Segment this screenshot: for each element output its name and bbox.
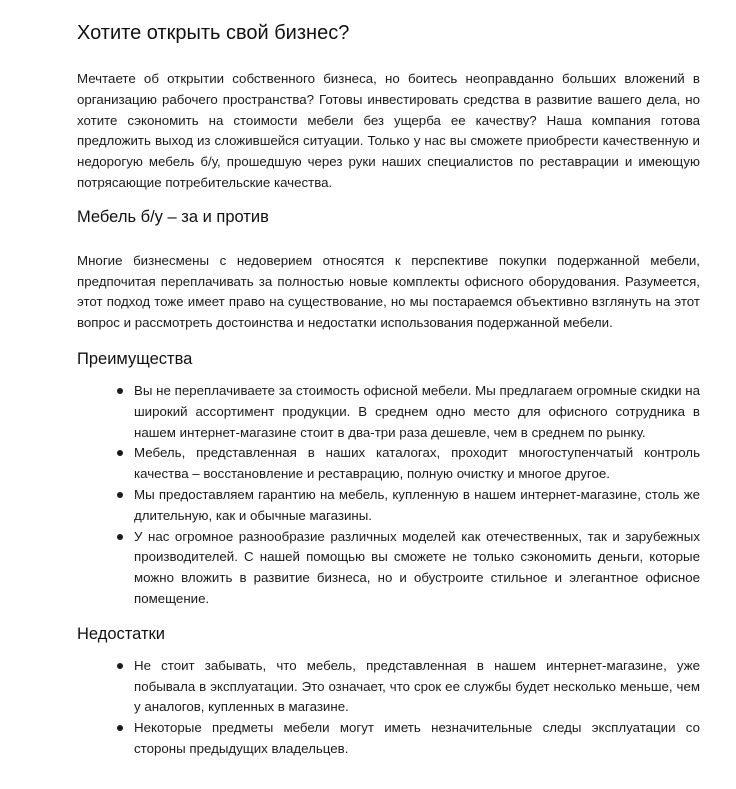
list-item-text: Некоторые предметы мебели могут иметь незначительные следы эксплуатации со стороны предыдущих владельцев. (134, 720, 700, 756)
list-item (77, 381, 700, 443)
list-item-text: У нас огромное разнообразие различных моделей как отечественных, так и зарубежных производителей. С нашей помощью вы сможете не только сэкономить деньги, которые можно вложить в развитие бизнеса, но и обустроите стильное и элегантное офисное помещение. (134, 528, 700, 606)
bullet-icon (117, 663, 123, 669)
page-title: Хотите открыть свой бизнес? (77, 22, 350, 44)
pros-cons-heading: Мебель б/у – за и против (77, 207, 269, 226)
list-item (77, 527, 700, 610)
disadvantages-list (77, 656, 700, 760)
list-item-text: Мы предоставляем гарантию на мебель, купленную в нашем интернет-магазине, столь же длительную, как и обычные магазины. (134, 486, 700, 523)
list-item (77, 443, 700, 485)
bullet-icon (117, 450, 123, 456)
list-item-text: Вы не переплачиваете за стоимость офисной мебели. Мы предлагаем огромные скидки на широкий ассортимент продукции. В среднем одно место для офисного сотрудника в нашем интернет-магазине стоит в два-три раза дешевле, чем в среднем по рынку. (134, 382, 700, 440)
intro-paragraph: Мечтаете об открытии собственного бизнеса, но боитесь неоправданно больших вложений в организацию рабочего пространства? Готовы инвестировать средства в развитие вашего дела, но хотите сэкономить на стоимости мебели без ущерба ее качеству? Наша компания готова предложить выход из сложившейся ситуации. Только у нас вы сможете приобрести качественную и недорогую мебель б/у, прошедшую через руки наших специалистов по реставрации и имеющую потрясающие потребительские качества. (77, 71, 700, 190)
disadvantages-heading: Недостатки (77, 624, 165, 643)
advantages-heading: Преимущества (77, 349, 193, 368)
list-item (77, 718, 700, 760)
list-item (77, 656, 700, 718)
advantages-list (77, 381, 700, 610)
list-item-text: Мебель, представленная в наших каталогах, проходит многоступенчатый контроль качества – восстановление и реставрацию, полную очистку и многое другое. (134, 445, 700, 482)
pros-cons-paragraph: Многие бизнесмены с недоверием относятся к перспективе покупки подержанной мебели, предпочитая переплачивать за полностью новые комплекты офисного оборудования. Разумеется, этот подход тоже имеет право на существование, но мы постараемся объективно взглянуть на этот вопрос и рассмотреть достоинства и недостатки использования подержанной мебели. (77, 252, 700, 331)
bullet-icon (117, 388, 123, 394)
document-page (77, 0, 700, 760)
list-item (77, 485, 700, 527)
bullet-icon (117, 534, 123, 540)
list-item-text: Не стоит забывать, что мебель, представленная в нашем интернет-магазине, уже побывала в эксплуатации. Это означает, что срок ее службы будет несколько меньше, чем у аналогов, купленных в магазине. (134, 657, 700, 715)
bullet-icon (117, 725, 123, 731)
bullet-icon (117, 492, 123, 498)
